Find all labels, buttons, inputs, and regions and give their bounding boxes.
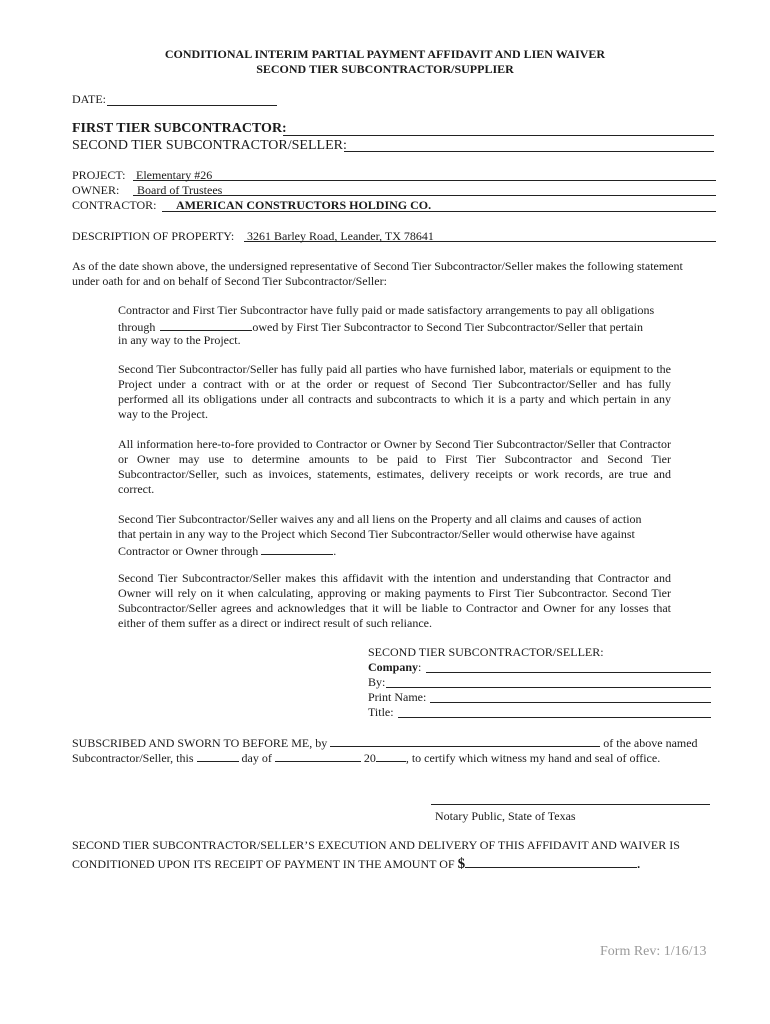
condition-line-1: SECOND TIER SUBCONTRACTOR/SELLER’S EXECUTION AND DELIVERY OF THIS AFFIDAVIT AND WAIVER IS	[72, 838, 680, 852]
month-field[interactable]	[275, 749, 361, 762]
condition-line-2	[72, 855, 640, 872]
p4-line-3	[118, 542, 336, 559]
second-tier-field[interactable]	[344, 137, 714, 152]
above-named-text: of the above named	[603, 736, 698, 750]
p1-owed: owed by First Tier Subcontractor to Second Tier Subcontractor/Seller that pertain	[252, 320, 643, 334]
dollar-sign: $	[457, 856, 466, 872]
p1-through: through	[118, 320, 156, 334]
by-field[interactable]	[386, 674, 711, 688]
p4-line-2: that pertain in any way to the Project which Second Tier Subcontractor/Seller would otherwise have against	[118, 527, 635, 541]
form-revision: Form Rev: 1/16/13	[600, 944, 707, 959]
owner-value: Board of Trustees	[137, 183, 223, 197]
company-label: Company	[368, 660, 419, 674]
paragraph-3: All information here-to-fore provided to Contractor or Owner by Second Tier Subcontractor/Seller that Contractor or Owner may use to determine amounts to be paid to First Tier Subcontractor and Second Tier Subcontractor/Seller, such as invoices, statements, estimates, delivery receipts or work records, are true and correct.	[118, 437, 671, 496]
year-prefix: 20	[363, 751, 376, 765]
condition-text: CONDITIONED UPON ITS RECEIPT OF PAYMENT IN THE AMOUNT OF	[72, 857, 455, 871]
by-label: By:	[368, 675, 386, 689]
project-field[interactable]	[133, 166, 716, 181]
contractor-value: AMERICAN CONSTRUCTORS HOLDING CO.	[176, 198, 432, 212]
p4-line-1: Second Tier Subcontractor/Seller waives any and all liens on the Property and all claims and causes of action	[118, 512, 642, 526]
notary-line-2	[72, 749, 660, 766]
owner-label: OWNER:	[72, 183, 120, 197]
company-colon: :	[418, 660, 422, 674]
title-field[interactable]	[398, 704, 711, 718]
p1-line-3: in any way to the Project.	[118, 333, 241, 347]
paragraph-2: Second Tier Subcontractor/Seller has fully paid all parties who have furnished labor, materials or equipment to the Project under a contract with or at the order or request of Second Tier Subcontractor/Seller and has fully performed all its obligations under all contracts and subcontracts to which it is a party and which pertain in any way to the Project.	[118, 362, 671, 421]
company-row	[368, 660, 421, 675]
title-label: Title:	[368, 705, 394, 719]
year-field[interactable]	[376, 749, 406, 762]
date-row	[72, 92, 106, 107]
sworn-by-field[interactable]	[330, 734, 600, 747]
payment-amount-field[interactable]	[465, 855, 637, 868]
contractor-label: CONTRACTOR:	[72, 198, 157, 212]
paragraph-5: Second Tier Subcontractor/Seller makes this affidavit with the intention and understanding that Contractor and Owner will rely on it when calculating, approving or making payments to First Tier Subcontractor. Second Tier Subcontractor/Seller agrees and acknowledges that it will be liable to Contractor and Owner for any losses that either of them suffer as a direct or indirect result of such reliance.	[118, 571, 671, 630]
form-title: CONDITIONAL INTERIM PARTIAL PAYMENT AFFIDAVIT AND LIEN WAIVER	[164, 47, 606, 61]
intro-line-2: under oath for and on behalf of Second Tier Subcontractor/Seller:	[72, 274, 387, 288]
date-field[interactable]	[107, 92, 277, 106]
day-field[interactable]	[197, 749, 239, 762]
second-tier-label: SECOND TIER SUBCONTRACTOR/SELLER:	[72, 138, 347, 153]
p1-line-1: Contractor and First Tier Subcontractor have fully paid or made satisfactory arrangements to pay all obligations	[118, 303, 655, 317]
property-value: 3261 Barley Road, Leander, TX 78641	[247, 229, 434, 243]
intro-line-1: As of the date shown above, the undersigned representative of Second Tier Subcontractor/Seller makes the following statement	[72, 259, 683, 273]
date-label: DATE:	[72, 92, 106, 106]
print-name-field[interactable]	[430, 689, 711, 703]
signature-heading: SECOND TIER SUBCONTRACTOR/SELLER:	[368, 645, 604, 659]
project-value: Elementary #26	[136, 168, 213, 182]
p4-through: Contractor or Owner through	[118, 544, 259, 558]
notary-public-label: Notary Public, State of Texas	[435, 809, 576, 823]
notary-signature-line[interactable]	[431, 792, 710, 805]
company-field[interactable]	[426, 659, 711, 673]
print-name-label: Print Name:	[368, 690, 427, 704]
this-text: Subcontractor/Seller, this	[72, 751, 194, 765]
form-subtitle: SECOND TIER SUBCONTRACTOR/SUPPLIER	[256, 62, 514, 76]
property-label: DESCRIPTION OF PROPERTY:	[72, 229, 235, 243]
first-tier-field[interactable]	[283, 121, 714, 136]
through-date-field[interactable]	[160, 318, 252, 331]
p4-period: .	[333, 544, 337, 558]
amount-period: .	[637, 857, 641, 871]
waiver-through-field[interactable]	[261, 542, 333, 555]
day-of-text: day of	[241, 751, 272, 765]
certify-text: , to certify which witness my hand and seal of office.	[405, 751, 661, 765]
project-label: PROJECT:	[72, 168, 126, 182]
subscribed-text: SUBSCRIBED AND SWORN TO BEFORE ME, by	[72, 736, 328, 750]
first-tier-label: FIRST TIER SUBCONTRACTOR:	[72, 121, 287, 136]
